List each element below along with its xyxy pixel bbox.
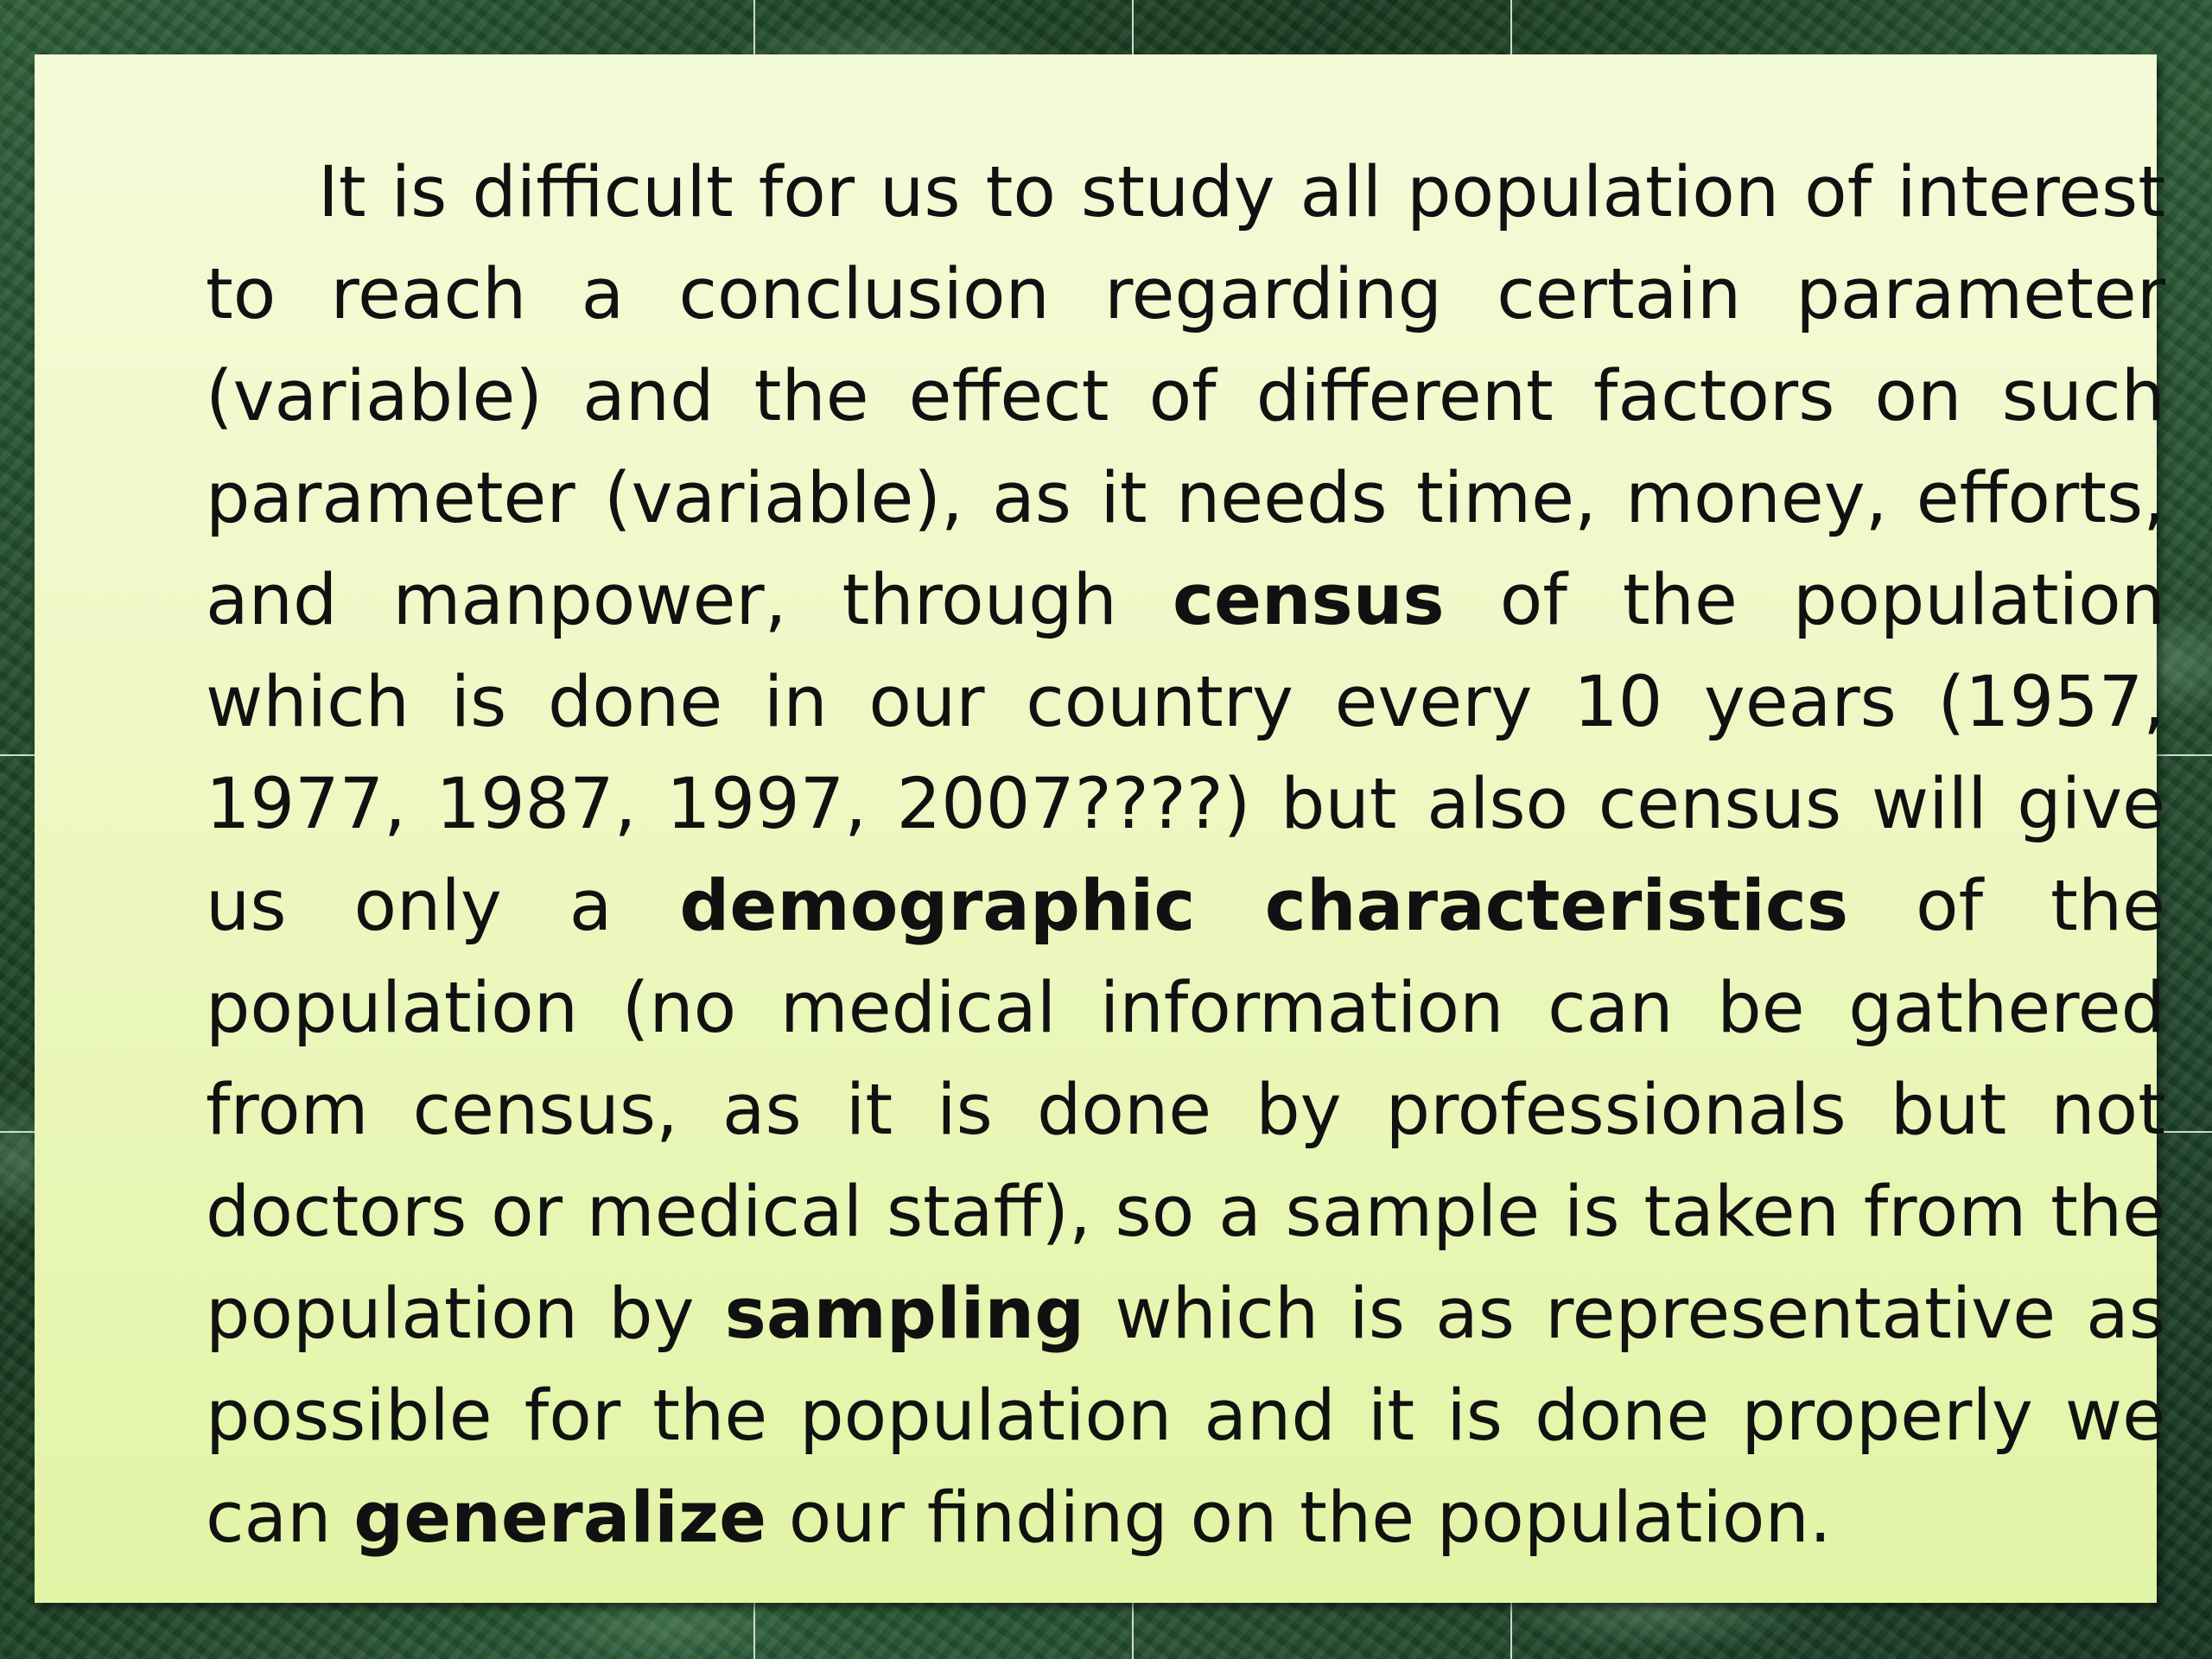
text-segment: which is as representative as possible for the population and it is done properly we can — [206, 1274, 2165, 1560]
body-paragraph — [206, 142, 2165, 1569]
keyword-generalize: generalize — [353, 1478, 766, 1560]
keyword-census: census — [1172, 560, 1445, 642]
text-segment: of the population which is done in our country every 10 years (1957, 1977, 1987, 1997, 2007????) but also census will give us only a — [206, 560, 2165, 948]
content-panel — [35, 54, 2165, 1603]
keyword-sampling: sampling — [724, 1274, 1085, 1356]
text-segment: our finding on the population. — [766, 1478, 1832, 1560]
keyword-demographic-characteristics: demographic characteristics — [679, 866, 1849, 948]
text-segment: It is difficult for us to study all population of interest to reach a conclusion regarding certain parameter (variable) and the effect of different factors on such parameter (variable), as it needs time, money, efforts, and manpower, through — [206, 152, 2165, 642]
text-segment: of the population (no medical information can be gathered from census, as it is done by professionals but not doctors or medical staff), so a sample is taken from the population by — [206, 866, 2165, 1356]
